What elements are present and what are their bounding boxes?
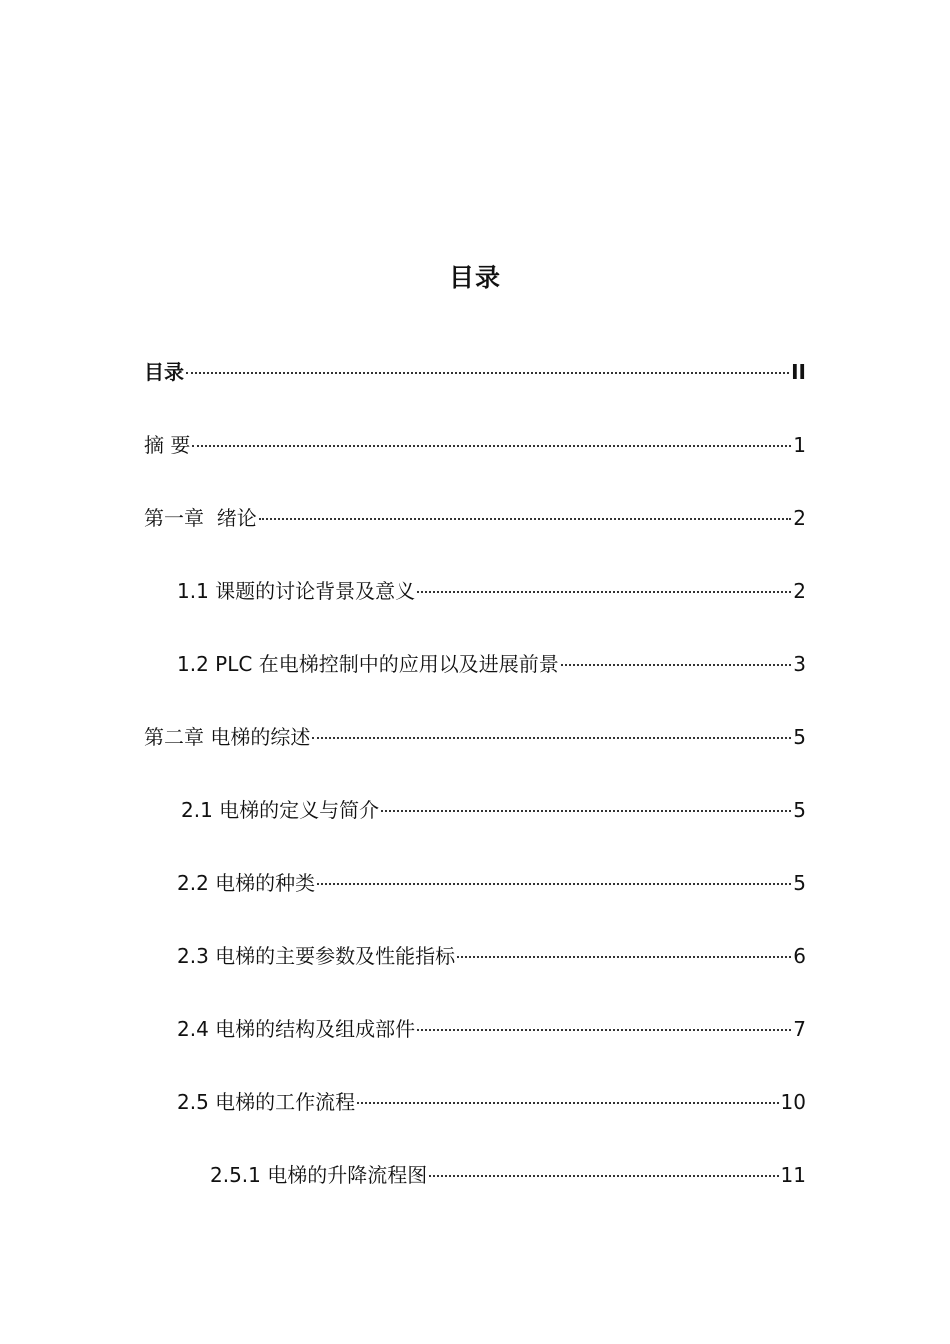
toc-entry-label: 2.5.1 电梯的升降流程图 xyxy=(210,1163,428,1187)
dot-leader xyxy=(192,445,791,447)
toc-entry-label: 1.1 课题的讨论背景及意义 xyxy=(177,579,416,603)
dot-leader xyxy=(561,664,792,666)
dot-leader xyxy=(429,1175,778,1177)
toc-entry-page: 3 xyxy=(793,652,806,676)
dot-leader xyxy=(381,810,791,812)
toc-entry-2-1[interactable] xyxy=(144,793,806,866)
toc-entry-page: 5 xyxy=(793,725,806,749)
toc-entry-label: 摘 要 xyxy=(144,433,191,457)
dot-leader xyxy=(417,591,791,593)
toc-entry-label: 2.3 电梯的主要参数及性能指标 xyxy=(177,944,456,968)
page-title: 目录 xyxy=(448,263,501,292)
toc-entry-chapter-1[interactable] xyxy=(144,501,806,574)
toc-entry-chapter-2[interactable] xyxy=(144,720,806,793)
toc-entry-page: 5 xyxy=(793,871,806,895)
toc-entry-page: 5 xyxy=(793,798,806,822)
toc-entry-1-1[interactable] xyxy=(144,574,806,647)
toc-entry-page: 7 xyxy=(793,1017,806,1041)
toc-entry-1-2[interactable] xyxy=(144,647,806,720)
toc-entry-label: 2.1 电梯的定义与简介 xyxy=(181,798,380,822)
toc-entry-page: 10 xyxy=(780,1090,806,1114)
toc-entry-label: 2.4 电梯的结构及组成部件 xyxy=(177,1017,416,1041)
table-of-contents xyxy=(144,355,806,1231)
dot-leader xyxy=(417,1029,791,1031)
toc-entry-label: 第一章 绪论 xyxy=(144,506,257,530)
toc-entry-label: 1.2 PLC 在电梯控制中的应用以及进展前景 xyxy=(177,652,559,676)
dot-leader xyxy=(457,956,791,958)
dot-leader xyxy=(259,518,792,520)
toc-entry-2-2[interactable] xyxy=(144,866,806,939)
dot-leader xyxy=(317,883,791,885)
toc-entry-abstract[interactable] xyxy=(144,428,806,501)
toc-entry-page: 1 xyxy=(793,433,806,457)
toc-entry-label: 2.5 电梯的工作流程 xyxy=(177,1090,356,1114)
toc-entry-label: 目录 xyxy=(144,360,184,384)
toc-entry-label: 2.2 电梯的种类 xyxy=(177,871,316,895)
toc-entry-2-4[interactable] xyxy=(144,1012,806,1085)
dot-leader xyxy=(357,1102,778,1104)
toc-entry-page: 2 xyxy=(793,506,806,530)
toc-entry-label: 第二章 电梯的综述 xyxy=(144,725,311,749)
dot-leader xyxy=(312,737,791,739)
toc-entry-page: 11 xyxy=(780,1163,806,1187)
toc-entry-2-5[interactable] xyxy=(144,1085,806,1158)
dot-leader xyxy=(186,372,789,374)
toc-entry-contents[interactable] xyxy=(144,355,806,428)
toc-entry-page: II xyxy=(791,360,806,384)
toc-entry-2-3[interactable] xyxy=(144,939,806,1012)
toc-entry-2-5-1[interactable] xyxy=(144,1158,806,1231)
toc-entry-page: 6 xyxy=(793,944,806,968)
toc-entry-page: 2 xyxy=(793,579,806,603)
